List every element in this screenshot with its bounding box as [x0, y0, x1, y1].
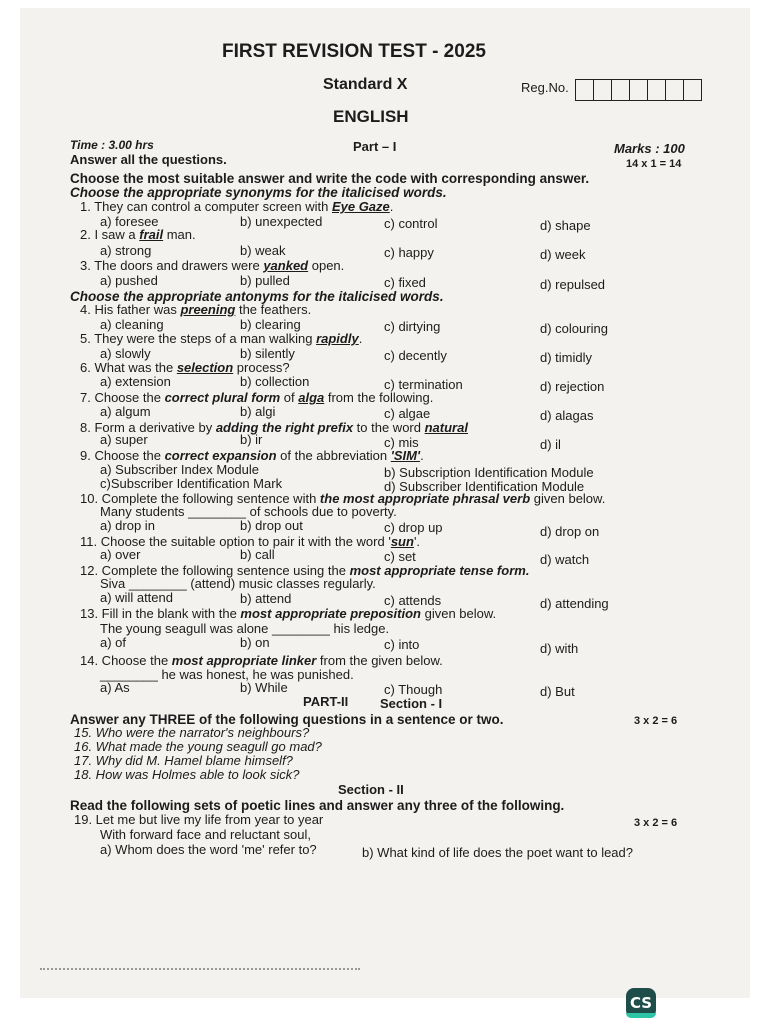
q4-option-b: b) clearing: [240, 317, 301, 332]
q9-option-d: d) Subscriber Identification Module: [384, 479, 585, 494]
question-5: 5. They were the steps of a man walking rapidly.: [80, 331, 363, 346]
question-7: 7. Choose the correct plural form of alga from the following.: [80, 390, 434, 405]
q8-option-c: c) mis: [384, 435, 419, 450]
camscanner-logo: CS: [626, 988, 656, 1018]
reg-no-boxes[interactable]: [575, 79, 702, 101]
q10-option-c: c) drop up: [384, 520, 443, 535]
question-19-b: b) What kind of life does the poet want to lead?: [362, 845, 634, 860]
q14-option-d: d) But: [540, 684, 575, 699]
q7-option-d: d) alagas: [540, 408, 594, 423]
standard-label: Standard X: [323, 76, 408, 93]
question-13: 13. Fill in the blank with the most appropriate preposition given below.: [80, 606, 497, 621]
part-label: Part – I: [353, 139, 397, 154]
instruction-all: Answer all the questions.: [70, 152, 227, 167]
question-19-line1: 19. Let me but live my life from year to year: [74, 812, 324, 827]
q3-option-d: d) repulsed: [540, 277, 606, 292]
q7-option-b: b) algi: [240, 404, 276, 419]
q8-option-a: a) super: [100, 432, 148, 447]
q13-option-d: d) with: [540, 641, 579, 656]
time-label: Time : 3.00 hrs: [70, 138, 154, 152]
q12-sentence: Siva ________ (attend) music classes regularly.: [100, 576, 376, 591]
q10-option-a: a) drop in: [100, 518, 155, 533]
q7-option-c: c) algae: [384, 406, 431, 421]
q14-option-a: a) As: [100, 680, 130, 695]
question-14: 14. Choose the most appropriate linker from the given below.: [80, 653, 443, 668]
q13-option-a: a) of: [100, 635, 127, 650]
q5-option-a: a) slowly: [100, 346, 151, 361]
q2-option-a: a) strong: [100, 243, 152, 258]
q2-option-d: d) week: [540, 247, 586, 262]
q14-option-c: c) Though: [384, 682, 443, 697]
question-16: 16. What made the young seagull go mad?: [74, 739, 322, 754]
part1-marks: 14 x 1 = 14: [626, 158, 682, 170]
paper-title: FIRST REVISION TEST - 2025: [222, 41, 486, 62]
q10-option-d: d) drop on: [540, 524, 600, 539]
question-17: 17. Why did M. Hamel blame himself?: [74, 753, 293, 768]
question-4: 4. His father was preening the feathers.: [80, 302, 312, 317]
q12-option-c: c) attends: [384, 593, 442, 608]
question-6: 6. What was the selection process?: [80, 360, 290, 375]
q11-option-a: a) over: [100, 547, 141, 562]
q2-option-c: c) happy: [384, 245, 434, 260]
q4-option-d: d) colouring: [540, 321, 608, 336]
part2-section2-instruction: Read the following sets of poetic lines and answer any three of the following.: [70, 798, 565, 813]
q5-option-c: c) decently: [384, 348, 447, 363]
q1-option-c: c) control: [384, 216, 438, 231]
q8-option-d: d) il: [540, 437, 561, 452]
q4-option-c: c) dirtying: [384, 319, 441, 334]
part2-heading: PART-II: [303, 694, 349, 709]
q6-option-c: c) termination: [384, 377, 463, 392]
q5-option-d: d) timidly: [540, 350, 593, 365]
q2-option-b: b) weak: [240, 243, 286, 258]
q11-option-d: d) watch: [540, 552, 590, 567]
subject-title: ENGLISH: [333, 107, 409, 126]
q4-option-a: a) cleaning: [100, 317, 164, 332]
q9-option-a: a) Subscriber Index Module: [100, 462, 259, 477]
q12-option-b: b) attend: [240, 591, 292, 606]
q3-option-c: c) fixed: [384, 275, 426, 290]
question-8: 8. Form a derivative by adding the right prefix to the word natural: [80, 420, 468, 435]
part2-section1-marks: 3 x 2 = 6: [634, 715, 678, 727]
question-11: 11. Choose the suitable option to pair it with the word 'sun'.: [80, 534, 421, 549]
q8-option-b: b) ir: [240, 432, 263, 447]
q12-option-a: a) will attend: [100, 590, 173, 605]
q6-option-d: d) rejection: [540, 379, 605, 394]
q10-sentence: Many students ________ of schools due to poverty.: [100, 504, 397, 519]
question-3: 3. The doors and drawers were yanked open.: [80, 258, 345, 273]
antonym-instruction: Choose the appropriate antonyms for the italicised words.: [70, 289, 444, 304]
synonym-instruction: Choose the appropriate synonyms for the italicised words.: [70, 185, 447, 200]
q14-option-b: b) While: [240, 680, 288, 695]
q11-option-b: b) call: [240, 547, 275, 562]
instruction-choose: Choose the most suitable answer and write the code with corresponding answer.: [70, 171, 590, 186]
question-19-a: a) Whom does the word 'me' refer to?: [100, 842, 317, 857]
question-1: 1. They can control a computer screen with Eye Gaze.: [80, 199, 394, 214]
question-19-line2: With forward face and reluctant soul,: [100, 827, 311, 842]
page-edge-dots: [40, 968, 360, 970]
q1-option-d: d) shape: [540, 218, 591, 233]
marks-label: Marks : 100: [614, 141, 685, 156]
q6-option-b: b) collection: [240, 374, 310, 389]
question-2: 2. I saw a frail man.: [80, 227, 196, 242]
q11-option-c: c) set: [384, 549, 416, 564]
reg-no-label: Reg.No.: [521, 80, 569, 95]
q6-option-a: a) extension: [100, 374, 171, 389]
q14-sentence: ________ he was honest, he was punished.: [100, 667, 354, 682]
q13-option-b: b) on: [240, 635, 270, 650]
part2-section1-heading: Section - I: [380, 696, 443, 711]
q13-sentence: The young seagull was alone ________ his ledge.: [100, 621, 390, 636]
question-10: 10. Complete the following sentence with the most appropriate phrasal verb given below.: [80, 491, 606, 506]
q9-option-c: c)Subscriber Identification Mark: [100, 476, 283, 491]
q7-option-a: a) algum: [100, 404, 151, 419]
part2-section2-heading: Section - II: [338, 782, 404, 797]
q3-option-a: a) pushed: [100, 273, 158, 288]
q5-option-b: b) silently: [240, 346, 295, 361]
question-15: 15. Who were the narrator's neighbours?: [74, 725, 310, 740]
q1-option-a: a) foresee: [100, 214, 159, 229]
question-18: 18. How was Holmes able to look sick?: [74, 767, 300, 782]
q10-option-b: b) drop out: [240, 518, 303, 533]
question-12: 12. Complete the following sentence using the most appropriate tense form.: [80, 563, 530, 578]
q12-option-d: d) attending: [540, 596, 609, 611]
q9-option-b: b) Subscription Identification Module: [384, 465, 594, 480]
q1-option-b: b) unexpected: [240, 214, 323, 229]
q13-option-c: c) into: [384, 637, 420, 652]
part2-section2-marks: 3 x 2 = 6: [634, 817, 678, 829]
question-9: 9. Choose the correct expansion of the abbreviation 'SIM'.: [80, 448, 424, 463]
q3-option-b: b) pulled: [240, 273, 290, 288]
part2-instruction: Answer any THREE of the following questions in a sentence or two.: [70, 712, 504, 727]
